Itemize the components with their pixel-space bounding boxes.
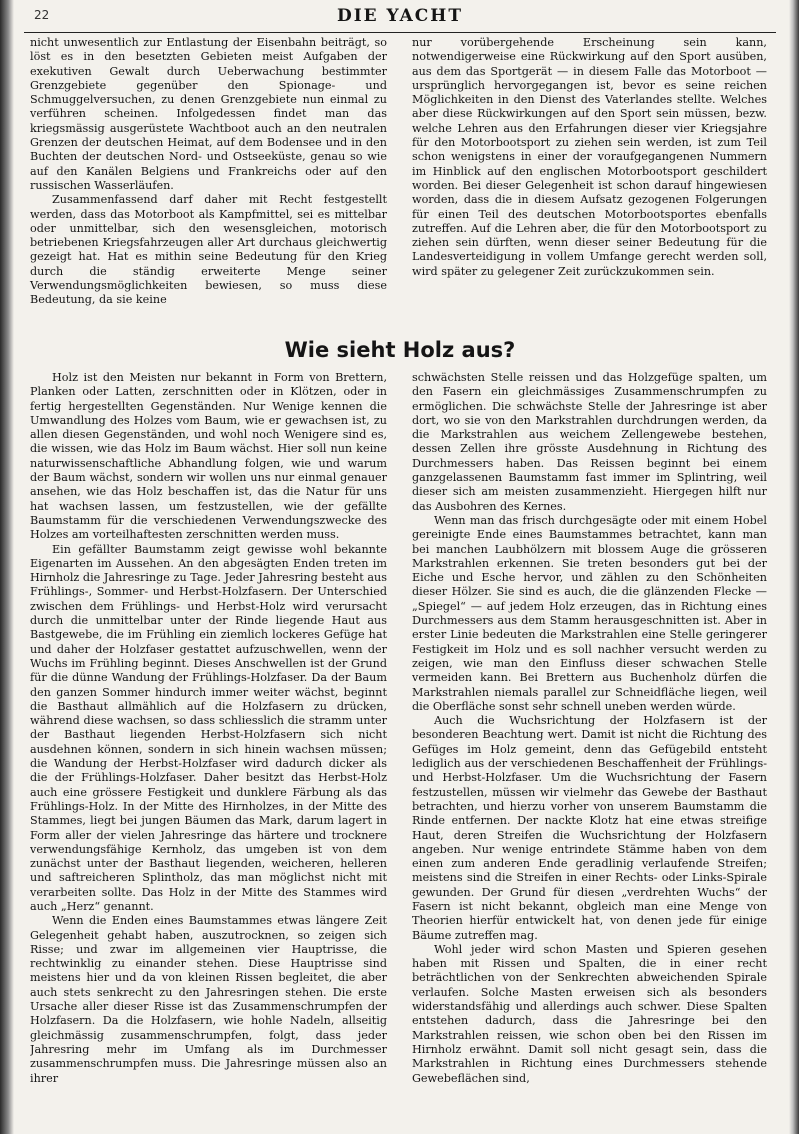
page-edge-shadow xyxy=(789,0,799,1134)
paragraph: Auch die Wuchsrichtung der Holzfasern ist der besonderen Beachtung wert. Damit ist nicht die Richtung des Gefüges im Holz gemeint, denn das Gefügebild entsteht lediglich aus der verschiedenen Beschaffenheit der Frühlings- und Herbst-Holzfaser. Um die Wuchsrichtung der Fasern festzustellen, müssen wir vielmehr das Gewebe der Basthaut betrachten, und hierzu vorher von unserem Baumstamm die Rinde entfernen. Der nackte Klotz hat eine etwas streifige Haut, deren Streifen die Wuchsrichtung der Holzfasern angeben. Nur wenige entrindete Stämme haben von dem einen zum anderen Ende geradlinig verlaufende Streifen; meistens sind die Streifen in einer Rechts- oder Links-Spirale gewunden. Der Grund für diesen „verdrehten Wuchs“ der Fasern ist nicht bekannt, obgleich man eine Menge von Theorien hierfür entwickelt hat, von denen jede für einige Bäume zutreffen mag. xyxy=(412,714,767,942)
paragraph: Wohl jeder wird schon Masten und Spieren gesehen haben mit Rissen und Spalten, die in einer recht beträchtlichen von der Senkrechten abweichenden Spirale verlaufen. Solche Masten erweisen sich als besonders widerstandsfähig und allerdings auch schwer. Diese Spalten entstehen dadurch, dass die Jahresringe bei den Markstrahlen reissen, wie schon oben bei den Rissen im Hirnholz erwähnt. Damit soll nicht gesagt sein, dass die Markstrahlen in Richtung eines Durchmessers stehende Gewebeflächen sind, xyxy=(412,942,767,1085)
paragraph: Wenn man das frisch durchgesägte oder mit einem Hobel gereinigte Ende eines Baumstammes betrachtet, kann man bei manchen Laubhölzern mit blossem Auge die grösseren Markstrahlen erkennen. Sie treten besonders gut bei der Eiche und Esche hervor, und zählen zu den Schönheiten dieser Hölzer. Sie sind es auch, die die glänzenden Flecke — „Spiegel“ — auf jedem Holz erzeugen, das in Richtung eines Durchmessers aus dem Stamm herausgeschnitten ist. Aber in erster Linie bedeuten die Markstrahlen eine Stelle geringerer Festigkeit im Holz und es soll nachher versucht werden zu zeigen, wie man den Einfluss dieser schwachen Stelle vermeiden kann. Bei Brettern aus Buchenholz dürfen die Markstrahlen niemals parallel zur Schneidfläche liegen, weil die Oberfläche sonst sehr schnell uneben werden würde. xyxy=(412,513,767,713)
paragraph: Wenn die Enden eines Baumstammes etwas längere Zeit Gelegenheit gehabt haben, auszutrocknen, so zeigen sich Risse; und zwar im allgemeinen vier Hauptrisse, die rechtwinklig zu einander stehen. Diese Hauptrisse sind meistens hier und da von kleinen Rissen begleitet, die aber auch stets senkrecht zu den Jahresringen stehen. Die erste Ursache aller dieser Risse ist das Zusammenschrumpfen der Holzfasern. Da die Holzfasern, wie hohle Nadeln, allseitig gleichmässig zusammenschrumpfen, folgt, dass jeder Jahresring mehr im Umfang als im Durchmesser zusammenschrumpfen muss. Die Jahresringe müssen also an ihrer xyxy=(30,914,387,1085)
page-number: 22 xyxy=(34,8,50,22)
article-title: Wie sieht Holz aus? xyxy=(284,338,516,362)
paragraph: Ein gefällter Baumstamm zeigt gewisse wohl bekannte Eigenarten im Aussehen. An den abgesägten Enden treten im Hirnholz die Jahresringe zu Tage. Jeder Jahresring besteht aus Frühlings-, Sommer- und Herbst-Holzfasern. Der Unterschied zwischen dem Frühlings- und Herbst-Holz wird verursacht durch die unmittelbar unter der Rinde liegende Haut aus Bastgewebe, die im Frühling ein ziemlich lockeres Gefüge hat und daher der Holzfaser gestattet aufzuschwellen, wenn der Wuchs im Frühling beginnt. Dieses Anschwellen ist der Grund für die dünne Wandung der Frühlings-Holzfaser. Da der Baum den ganzen Sommer hindurch immer weiter wächst, beginnt die Basthaut allmählich auf die Holzfasern zu drücken, während diese wachsen, so dass schliesslich die stramm unter der Basthaut liegenden Herbst-Holzfasern sich nicht ausdehnen können, sondern in sich hinein wachsen müssen; die Wandung der Herbst-Holzfaser wird dadurch dicker als die der Frühlings-Holzfaser. Daher besitzt das Herbst-Holz auch eine grössere Festigkeit und dunklere Färbung als das Frühlings-Holz. In der Mitte des Hirnholzes, in der Mitte des Stammes, liegt bei jungen Bäumen das Mark, darum lagert in Form aller der vielen Jahresringe das härtere und trocknere verwendungsfähige Kernholz, das umgeben ist von dem zunächst unter der Basthaut liegenden, weicheren, helleren und saftreicheren Splintholz, das man möglichst nicht mit verarbeiten sollte. Das Holz in der Mitte des Stammes wird auch „Herz“ genannt. xyxy=(30,542,387,913)
article1-column-left xyxy=(30,36,387,336)
paragraph: Zusammenfassend darf daher mit Recht festgestellt werden, dass das Motorboot als Kampfmittel, sei es mittelbar oder unmittelbar, sich den wesensgleichen, motorisch betriebenen Kriegsfahrzeugen aller Art durchaus gleichwertig gezeigt hat. Hat es mithin seine Bedeutung für den Krieg durch die ständig erweiterte Menge seiner Verwendungsmöglichkeiten bewiesen, so muss diese Bedeutung, da sie keine xyxy=(30,193,387,307)
article2-column-left xyxy=(30,371,387,1126)
paragraph: Holz ist den Meisten nur bekannt in Form von Brettern, Planken oder Latten, zerschnitten oder in Klötzen, oder in fertig hergestellten Gegenständen. Nur Wenige kennen die Umwandlung des Holzes vom Baum, wie er gewachsen ist, zu allen diesen Gegenständen, und wohl noch Wenigere sind es, die wissen, wie das Holz im Baum wächst. Hier soll nun keine naturwissenschaftliche Abhandlung folgen, wie und warum der Baum wächst, sondern wir wollen uns nur einmal genauer ansehen, wie das Holz beschaffen ist, das die Natur für uns hat wachsen lassen, um festzustellen, wie der gefällte Baumstamm für die verschiedenen Verwendungszwecke des Holzes am vorteilhaftesten zerschnitten werden muss. xyxy=(30,371,387,542)
article1-column-right xyxy=(412,36,767,304)
page-header xyxy=(24,6,776,33)
paragraph: nur vorübergehende Erscheinung sein kann, notwendigerweise eine Rückwirkung auf den Sport ausüben, aus dem das Sportgerät — in diesem Falle das Motorboot — ursprünglich hervorgegangen ist, bevor es seine reichen Möglichkeiten in den Dienst des Vaterlandes stellte. Welches aber diese Rückwirkungen auf den Sport sein müssen, bezw. welche Lehren aus den Erfahrungen dieser vier Kriegsjahre für den Motorbootsport zu ziehen sein werden, ist zum Teil schon wenigstens in einer der voraufgegangenen Nummern im Hinblick auf den englischen Motorbootsport geschildert worden. Bei dieser Gelegenheit ist schon darauf hingewiesen worden, dass die in diesem Aufsatz gezogenen Folgerungen für einen Teil des deutschen Motorbootsportes ebenfalls zutreffen. Auf die Lehren aber, die für den Motorbootsport zu ziehen sein dürften, wenn dieser seiner Bedeutung für die Landesverteidigung in vollem Umfange gerecht werden soll, wird später zu gelegener Zeit zurückzukommen sein. xyxy=(412,36,767,278)
masthead: DIE YACHT xyxy=(336,6,464,26)
article2-column-right xyxy=(412,371,767,1126)
paragraph: schwächsten Stelle reissen und das Holzgefüge spalten, um den Fasern ein gleichmässiges Zusammenschrumpfen zu ermöglichen. Die schwächste Stelle der Jahresringe ist aber dort, wo sie von den Markstrahlen durchdrungen werden, da die Markstrahlen aus weichem Zellengewebe bestehen, dessen Zellen ihre grösste Ausdehnung in Richtung des Durchmessers haben. Das Reissen beginnt bei einem ganzgelassenen Baumstamm fast immer im Splintring, weil dieser sich am meisten zusammenzieht. Hiergegen hilft nur das Ausbohren des Kernes. xyxy=(412,371,767,513)
binding-shadow xyxy=(0,0,14,1134)
paragraph: nicht unwesentlich zur Entlastung der Eisenbahn beiträgt, so löst es in den besetzten Gebieten meist Aufgaben der exekutiven Gewalt durch Ueberwachung bestimmter Grenzgebiete gegenüber den Spionage- und Schmuggelversuchen, zu denen Grenzgebiete nun einmal zu verführen scheinen. Infolgedessen findet man das kriegsmässig ausgerüstete Wachtboot auch an den neutralen Grenzen der deutschen Heimat, auf dem Bodensee und in den Buchten der deutschen Nord- und Ostseeküste, genau so wie auf den Kanälen Belgiens und Frankreichs oder auf den russischen Wasserläufen. xyxy=(30,36,387,192)
